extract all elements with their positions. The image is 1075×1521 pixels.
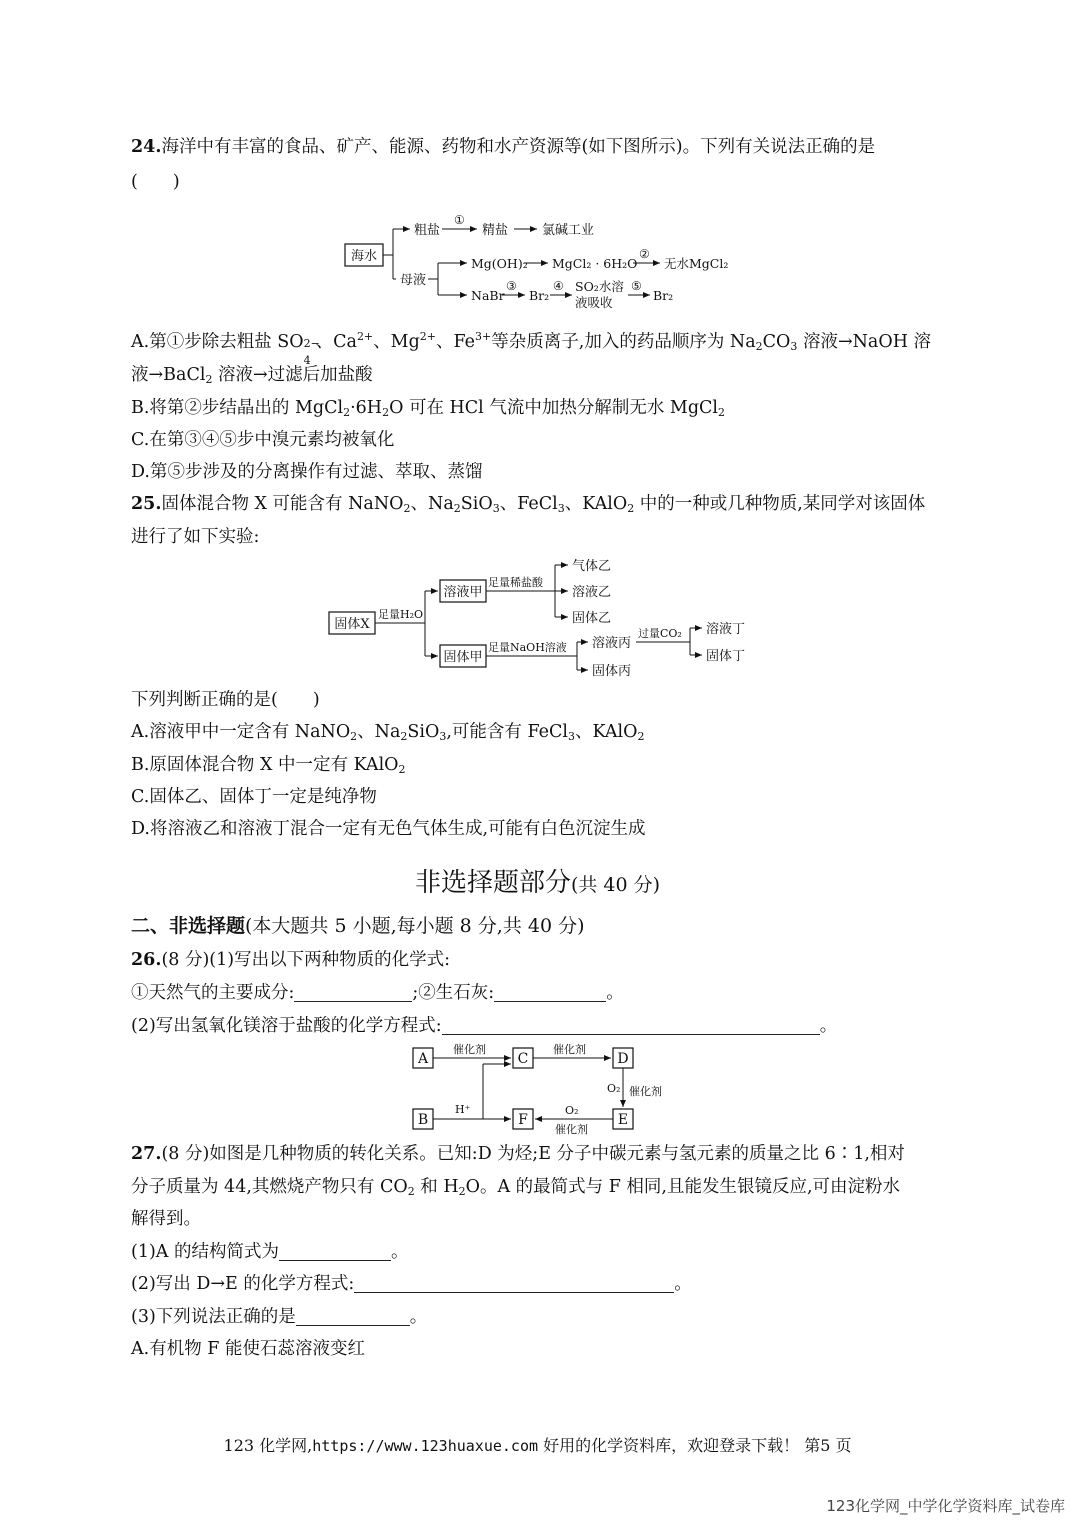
svg-text:D: D	[617, 1051, 629, 1067]
mother-liquor-label: 母液	[400, 273, 427, 288]
q26-part1: ①天然气的主要成分: ;②生石灰: 。	[131, 983, 624, 1003]
q25-option-c: C.固体乙、固体丁一定是纯净物	[131, 787, 377, 807]
svg-text:Br₂: Br₂	[653, 288, 674, 303]
q24-option-b: B.将第②步结晶出的 $MgCl_2\cdot 6H_2O$ 可在 HCl 气流中加热分解制无水 MgCl$_2$	[131, 398, 726, 419]
q27-part3: (3)下列说法正确的是 。	[131, 1307, 428, 1327]
q24-answer-paren: ( )	[131, 172, 180, 192]
chlor-alkali-label: 氯碱工业	[542, 223, 595, 238]
svg-text:H⁺: H⁺	[455, 1103, 471, 1116]
svg-text:溶液丁: 溶液丁	[706, 622, 746, 637]
svg-text:C: C	[517, 1051, 529, 1067]
svg-text:足量H₂O: 足量H₂O	[378, 608, 424, 621]
svg-text:固体丁: 固体丁	[706, 649, 746, 664]
q27-part1: (1)A 的结构简式为 。	[131, 1242, 409, 1262]
q25-option-d: D.将溶液乙和溶液丁混合一定有无色气体生成,可能有白色沉淀生成	[131, 819, 646, 839]
svg-text:②: ②	[639, 247, 650, 261]
svg-text:SO₂水溶: SO₂水溶	[575, 279, 624, 294]
q27-stem: 27.(8 分)如图是几种物质的转化关系。已知:D 为烃;E 分子中碳元素与氢元素的质量之比 6∶1,相对	[131, 1144, 905, 1164]
svg-text:足量稀盐酸: 足量稀盐酸	[488, 576, 543, 589]
svg-text:足量NaOH溶液: 足量NaOH溶液	[488, 641, 567, 654]
q25-stem: 25.固体混合物 X 可能含有 NaNO$_2$、$Na_2SiO_3$、FeCl$_3$、KAlO$_2$ 中的一种或几种物质,某同学对该固体	[131, 494, 926, 515]
q27-flow-diagram	[405, 1040, 685, 1140]
answer-blank-4[interactable]	[279, 1242, 391, 1261]
q27-stem-cont-2: 解得到。	[131, 1209, 201, 1229]
seawater-label: 海水	[350, 249, 378, 264]
q25-option-a: A.溶液甲中一定含有 NaNO$_2$、$Na_2SiO_3$,可能含有 FeCl$_3$、KAlO$_2$	[131, 722, 645, 743]
crude-salt-label: 粗盐	[414, 223, 441, 238]
svg-text:催化剂: 催化剂	[453, 1043, 486, 1056]
svg-text:④: ④	[553, 279, 564, 293]
svg-text:MgCl₂ · 6H₂O: MgCl₂ · 6H₂O	[552, 256, 638, 271]
svg-text:③: ③	[506, 279, 517, 293]
svg-text:①: ①	[454, 213, 465, 227]
svg-text:催化剂: 催化剂	[553, 1043, 586, 1056]
svg-text:催化剂: 催化剂	[555, 1123, 588, 1136]
q24-option-d: D.第⑤步涉及的分离操作有过滤、萃取、蒸馏	[131, 462, 483, 482]
q27-option-a: A.有机物 F 能使石蕊溶液变红	[131, 1339, 365, 1359]
svg-text:O₂: O₂	[607, 1082, 621, 1095]
page-footer: 123 化学网,https://www.123huaxue.com 好用的化学资料库，欢迎登录下载！ 第5 页	[223, 1436, 852, 1455]
svg-text:固体丙: 固体丙	[592, 664, 632, 679]
svg-text:⑤: ⑤	[631, 279, 642, 293]
svg-text:气体乙: 气体乙	[572, 559, 612, 574]
svg-text:无水MgCl₂: 无水MgCl₂	[664, 256, 729, 271]
answer-blank-6[interactable]	[296, 1307, 410, 1326]
svg-text:液吸收: 液吸收	[575, 295, 613, 310]
q25-option-b: B.原固体混合物 X 中一定有 KAlO$_2$	[131, 755, 406, 776]
footer-link[interactable]: https://www.123huaxue.com	[312, 1437, 539, 1455]
svg-text:F: F	[518, 1112, 528, 1128]
q27-stem-cont: 分子质量为 44,其燃烧产物只有 $CO_2$ 和 $H_2O$。A 的最简式与 F 相同,且能发生银镜反应,可由淀粉水	[131, 1177, 901, 1198]
q24-flow-diagram	[330, 205, 760, 315]
q24-option-c: C.在第③④⑤步中溴元素均被氧化	[131, 430, 395, 450]
svg-text:A: A	[417, 1051, 429, 1067]
answer-blank-1[interactable]	[294, 983, 412, 1002]
section-subtitle: 二、非选择题(本大题共 5 小题,每小题 8 分,共 40 分)	[131, 915, 585, 937]
q26-part2: (2)写出氢氧化镁溶于盐酸的化学方程式: 。	[131, 1016, 838, 1036]
svg-text:Mg(OH)₂: Mg(OH)₂	[471, 256, 528, 271]
svg-text:固体甲: 固体甲	[443, 650, 483, 665]
answer-blank-3[interactable]	[442, 1016, 820, 1035]
svg-text:溶液甲: 溶液甲	[443, 585, 483, 600]
svg-text:溶液乙: 溶液乙	[572, 585, 612, 600]
q25-stem-cont: 进行了如下实验:	[131, 527, 260, 547]
svg-text:E: E	[617, 1112, 629, 1128]
answer-blank-2[interactable]	[494, 983, 606, 1002]
svg-text:催化剂: 催化剂	[629, 1085, 662, 1098]
q24-stem: 24.海洋中有丰富的食品、矿产、能源、药物和水产资源等(如下图所示)。下列有关说法正确的是	[131, 137, 876, 157]
svg-text:过量CO₂: 过量CO₂	[638, 627, 682, 640]
answer-blank-5[interactable]	[354, 1274, 674, 1293]
svg-text:O₂: O₂	[565, 1104, 579, 1117]
q26-stem: 26.(8 分)(1)写出以下两种物质的化学式:	[131, 950, 450, 970]
q25-flow-diagram	[325, 553, 765, 683]
svg-text:NaBr: NaBr	[471, 288, 505, 303]
q24-option-a-cont: 液→BaCl$_2$ 溶液→过滤后加盐酸	[131, 365, 373, 386]
svg-text:固体X: 固体X	[334, 617, 370, 632]
watermark: 123化学网_中学化学资料库_试卷库	[826, 1497, 1065, 1515]
q25-question: 下列判断正确的是( )	[131, 690, 320, 710]
refined-salt-label: 精盐	[482, 223, 509, 238]
svg-text:Br₂: Br₂	[529, 288, 550, 303]
svg-text:B: B	[417, 1112, 429, 1128]
q24-option-a: A.第①步除去粗盐 SO 2− 4 、$Ca^{2+}$、$Mg^{2+}$、$Fe^{3+}$等杂质离子,加入的药品顺序为 $Na_2CO_3$ 溶液→NaOH 溶	[131, 330, 932, 367]
svg-text:固体乙: 固体乙	[572, 611, 612, 626]
q27-part2: (2)写出 D→E 的化学方程式: 。	[131, 1274, 692, 1294]
svg-text:溶液丙: 溶液丙	[592, 636, 632, 651]
section-title: 非选择题部分(共 40 分)	[414, 868, 661, 898]
